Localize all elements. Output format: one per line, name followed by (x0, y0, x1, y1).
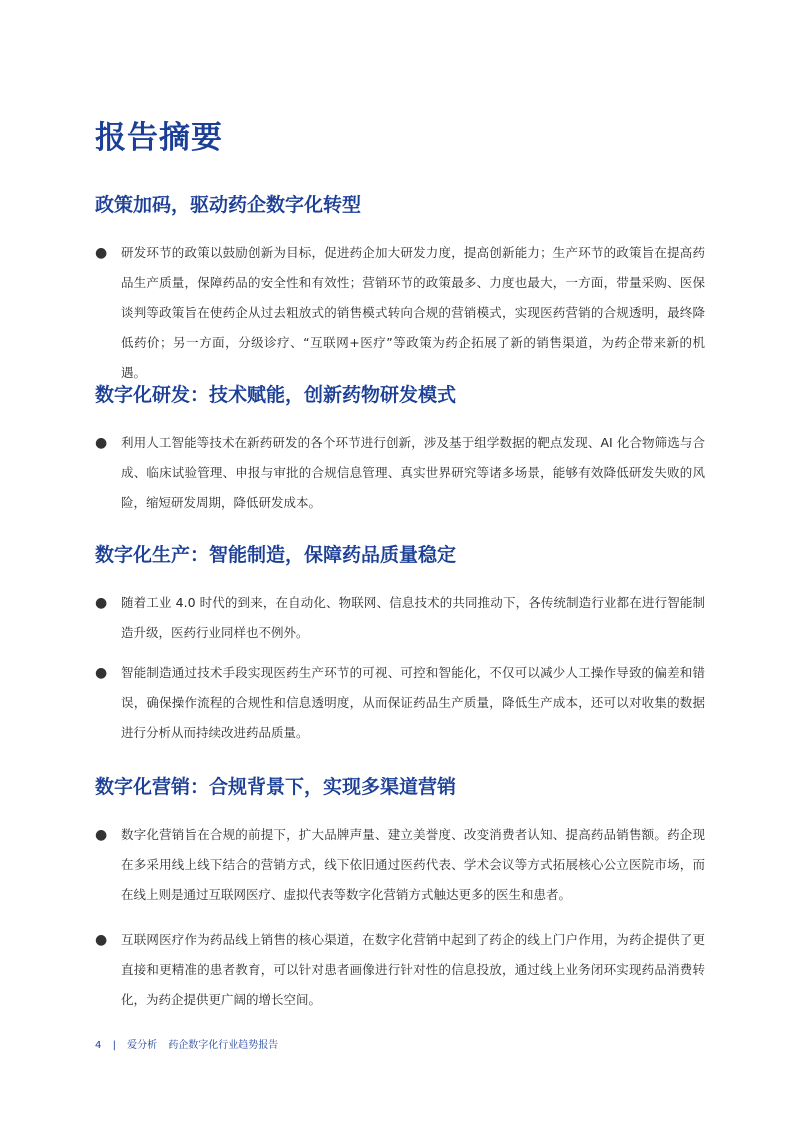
list-item (95, 925, 705, 1015)
bullet-icon: ● (95, 827, 108, 843)
bullet-icon: ● (95, 245, 108, 261)
bullet-icon: ● (95, 932, 108, 948)
paragraph: 互联网医疗作为药品线上销售的核心渠道，在数字化营销中起到了药企的线上门户作用，为药企提供了更直接和更精准的患者教育，可以针对患者画像进行针对性的信息投放，通过线上业务闭环实现药品消费转化，为药企提供更广阔的增长空间。 (121, 932, 705, 1007)
bullet-icon: ● (95, 435, 108, 451)
paragraph: 随着工业 4.0 时代的到来，在自动化、物联网、信息技术的共同推动下，各传统制造行业都在进行智能制造升级，医药行业同样也不例外。 (121, 595, 705, 640)
page-number: 4 (95, 1040, 102, 1051)
list-item (95, 238, 705, 388)
bullet-icon: ● (95, 595, 108, 611)
paragraph: 利用人工智能等技术在新药研发的各个环节进行创新，涉及基于组学数据的靶点发现、AI 化合物筛选与合成、临床试验管理、申报与审批的合规信息管理、真实世界研究等诸多场景，能够有效降低研发失败的风险，缩短研发周期，降低研发成本。 (121, 435, 705, 510)
paragraph: 研发环节的政策以鼓励创新为目标，促进药企加大研发力度，提高创新能力；生产环节的政策旨在提高药品生产质量，保障药品的安全性和有效性；营销环节的政策最多、力度也最大，一方面，带量采购、医保谈判等政策旨在使药企从过去粗放式的销售模式转向合规的营销模式，实现医药营销的合规透明，最终降低药价；另一方面，分级诊疗、“互联网+医疗”等政策为药企拓展了新的销售渠道，为药企带来新的机遇。 (121, 245, 705, 380)
page-title: 报告摘要 (95, 120, 223, 156)
section-heading-production: 数字化生产：智能制造，保障药品质量稳定 (95, 544, 457, 566)
footer-report-title: 药企数字化行业趋势报告 (168, 1040, 279, 1051)
bullet-icon: ● (95, 665, 108, 681)
paragraph: 数字化营销旨在合规的前提下，扩大品牌声量、建立美誉度、改变消费者认知、提高药品销售额。药企现在多采用线上线下结合的营销方式，线下依旧通过医药代表、学术会议等方式拓展核心公立医院市场，而在线上则是通过互联网医疗、虚拟代表等数字化营销方式触达更多的医生和患者。 (121, 827, 705, 902)
list-item (95, 588, 705, 648)
page-footer (95, 1036, 286, 1051)
section-heading-rnd: 数字化研发：技术赋能，创新药物研发模式 (95, 384, 457, 406)
list-item (95, 428, 705, 518)
footer-brand: 爱分析 (127, 1040, 158, 1051)
section-heading-marketing: 数字化营销：合规背景下，实现多渠道营销 (95, 776, 457, 798)
list-item (95, 820, 705, 910)
paragraph: 智能制造通过技术手段实现医药生产环节的可视、可控和智能化，不仅可以减少人工操作导致的偏差和错误，确保操作流程的合规性和信息透明度，从而保证药品生产质量，降低生产成本，还可以对收集的数据进行分析从而持续改进药品质量。 (121, 665, 705, 740)
section-heading-policy: 政策加码，驱动药企数字化转型 (95, 194, 362, 216)
list-item (95, 658, 705, 748)
footer-separator: | (112, 1040, 116, 1051)
